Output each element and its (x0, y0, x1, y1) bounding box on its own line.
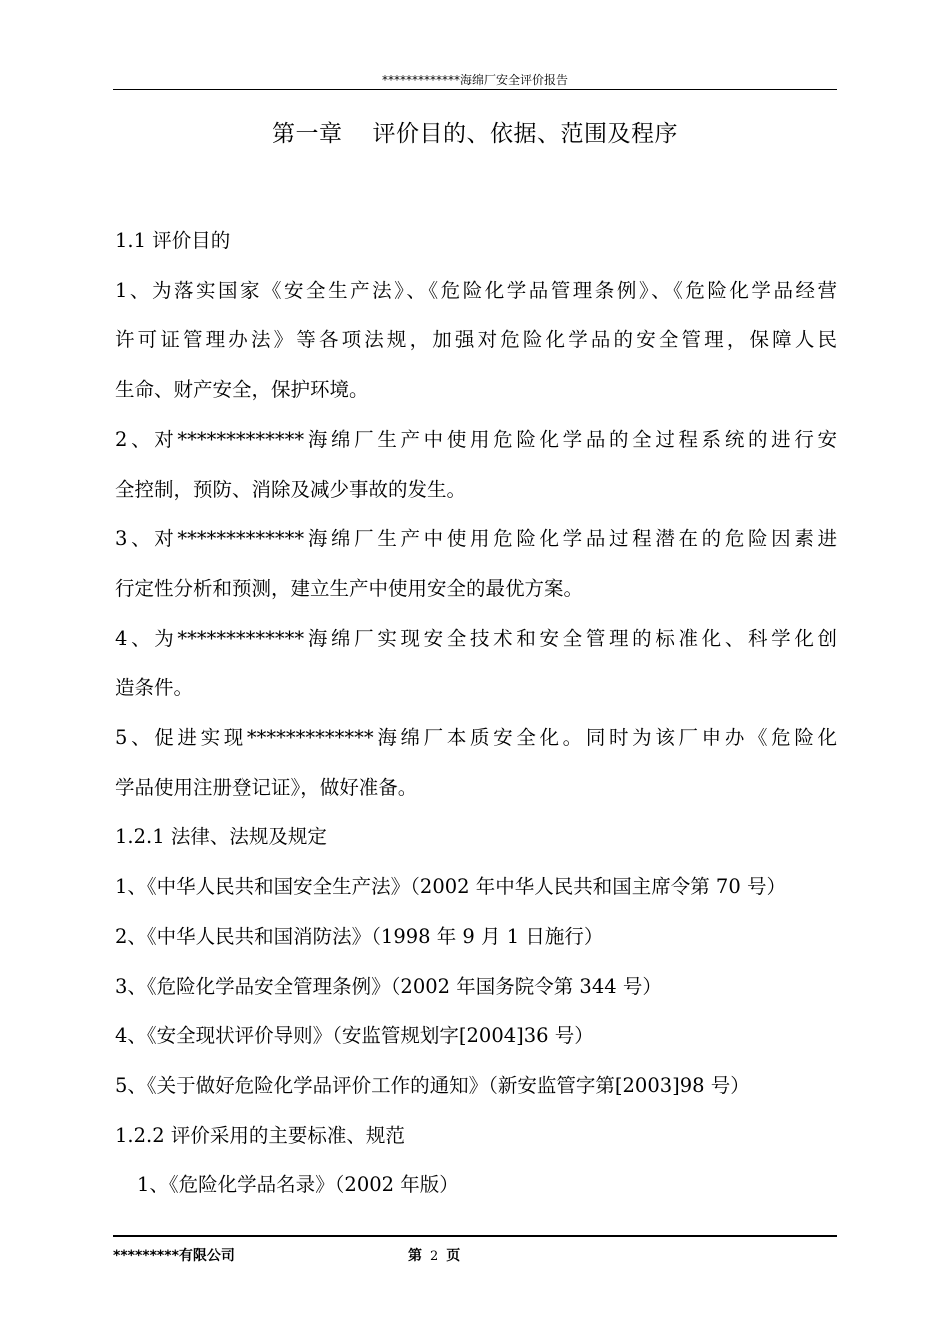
chapter-number: 第一章 (272, 121, 343, 147)
section-heading-1-2-2: 1.2.2 评价采用的主要标准、规范 (115, 1123, 405, 1147)
paragraph-line: 学品使用注册登记证》，做好准备。 (115, 775, 418, 799)
chapter-title (0, 117, 950, 151)
paragraph-line: 许可证管理办法》等各项法规，加强对危险化学品的安全管理，保障人民 (115, 328, 837, 352)
paragraph-line: 造条件。 (115, 676, 194, 700)
paragraph-line: 2、对*************海绵厂生产中使用危险化学品的全过程系统的进行安 (115, 427, 837, 451)
document-body (115, 216, 837, 1210)
paragraph-line: 3、对*************海绵厂生产中使用危险化学品过程潜在的危险因素进 (115, 527, 837, 551)
running-header: *************海绵厂安全评价报告 (381, 73, 568, 87)
header-rule (113, 89, 837, 90)
section-heading-1-2-1: 1.2.1 法律、法规及规定 (115, 825, 327, 849)
paragraph-line: 生命、财产安全，保护环境。 (115, 378, 369, 402)
page-prefix: 第 (408, 1248, 422, 1264)
footer-page-number (408, 1245, 460, 1265)
paragraph-line: 行定性分析和预测，建立生产中使用安全的最优方案。 (115, 576, 584, 600)
paragraph-line: 4、为*************海绵厂实现安全技术和安全管理的标准化、科学化创 (115, 626, 837, 650)
footer-rule (113, 1235, 837, 1237)
page-suffix: 页 (446, 1248, 461, 1264)
law-item: 3、《危险化学品安全管理条例》（2002 年国务院令第 344 号） (115, 974, 662, 998)
standard-item: 1、《危险化学品名录》（2002 年版） (137, 1173, 459, 1197)
chapter-heading: 评价目的、依据、范围及程序 (372, 121, 678, 147)
paragraph-line: 5、促进实现*************海绵厂本质安全化。同时为该厂申办《危险化 (115, 726, 837, 750)
law-item: 1、《中华人民共和国安全生产法》（2002 年中华人民共和国主席令第 70 号） (115, 875, 786, 899)
law-item: 5、《关于做好危险化学品评价工作的通知》（新安监管字第[2003]98 号） (115, 1073, 750, 1097)
law-item: 2、《中华人民共和国消防法》（1998 年 9 月 1 日施行） (115, 924, 604, 948)
footer-company: *********有限公司 (113, 1248, 235, 1264)
paragraph-line: 全控制，预防、消除及减少事故的发生。 (115, 477, 467, 501)
section-heading-1-1: 1.1 评价目的 (115, 229, 231, 252)
page-number: 2 (430, 1249, 439, 1264)
law-item: 4、《安全现状评价导则》（安监管规划字[2004]36 号） (115, 1024, 594, 1048)
paragraph-line: 1、为落实国家《安全生产法》、《危险化学品管理条例》、《危险化学品经营 (115, 278, 837, 302)
